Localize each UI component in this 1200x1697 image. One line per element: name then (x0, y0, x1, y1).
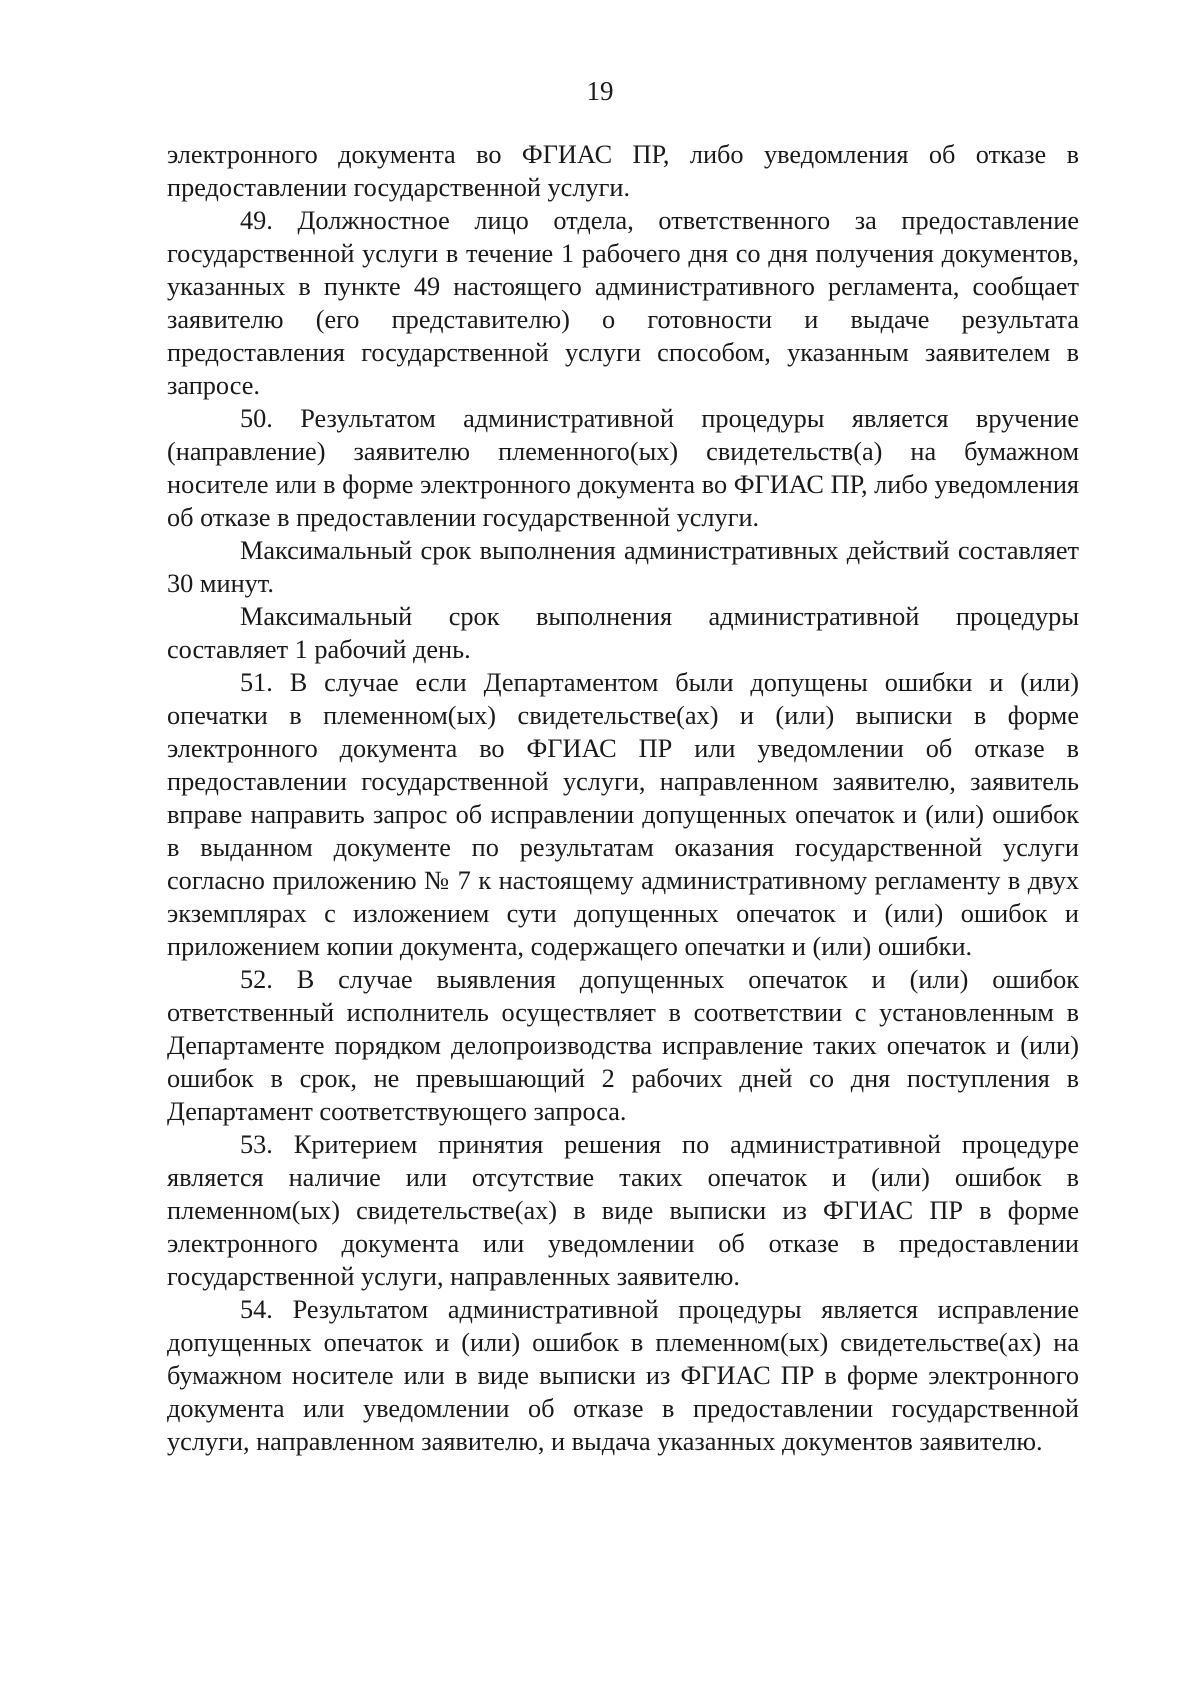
document-body (167, 138, 1079, 1458)
paragraph-51: 51. В случае если Департаментом были допущены ошибки и (или) опечатки в племенном(ых) свидетельстве(ах) и (или) выписки в форме электронного документа во ФГИАС ПР или уведомлении об отказе в предоставлении государственной услуги, направленном заявителю, заявитель вправе направить запрос об исправлении допущенных опечаток и (или) ошибок в выданном документе по результатам оказания государственной услуги согласно приложению № 7 к настоящему административному регламенту в двух экземплярах с изложением сути допущенных опечаток и (или) ошибок и приложением копии документа, содержащего опечатки и (или) ошибки. (167, 668, 1079, 961)
paragraph-continuation: электронного документа во ФГИАС ПР, либо уведомления об отказе в предоставлении государственной услуги. (167, 140, 1079, 202)
paragraph-49: 49. Должностное лицо отдела, ответственного за предоставление государственной услуги в течение 1 рабочего дня со дня получения документов, указанных в пункте 49 настоящего административного регламента, сообщает заявителю (его представителю) о готовности и выдаче результата предоставления государственной услуги способом, указанным заявителем в запросе. (167, 206, 1079, 400)
paragraph-max-term-procedure: Максимальный срок выполнения административной процедуры составляет 1 рабочий день. (167, 602, 1079, 664)
paragraph-52: 52. В случае выявления допущенных опечаток и (или) ошибок ответственный исполнитель осуществляет в соответствии с установленным в Департаменте порядком делопроизводства исправление таких опечаток и (или) ошибок в срок, не превышающий 2 рабочих дней со дня поступления в Департамент соответствующего запроса. (167, 965, 1079, 1126)
paragraph-53: 53. Критерием принятия решения по административной процедуре является наличие или отсутствие таких опечаток и (или) ошибок в племенном(ых) свидетельстве(ах) в виде выписки из ФГИАС ПР в форме электронного документа или уведомлении об отказе в предоставлении государственной услуги, направленных заявителю. (167, 1130, 1079, 1291)
paragraph-50: 50. Результатом административной процедуры является вручение (направление) заявителю племенного(ых) свидетельств(а) на бумажном носителе или в форме электронного документа во ФГИАС ПР, либо уведомления об отказе в предоставлении государственной услуги. (167, 404, 1079, 532)
paragraph-max-term-actions: Максимальный срок выполнения административных действий составляет 30 минут. (167, 536, 1079, 598)
paragraph-54: 54. Результатом административной процедуры является исправление допущенных опечаток и (или) ошибок в племенном(ых) свидетельстве(ах) на бумажном носителе или в виде выписки из ФГИАС ПР в форме электронного документа или уведомлении об отказе в предоставлении государственной услуги, направленном заявителю, и выдача указанных документов заявителю. (167, 1295, 1079, 1456)
page-number: 19 (586, 76, 614, 106)
